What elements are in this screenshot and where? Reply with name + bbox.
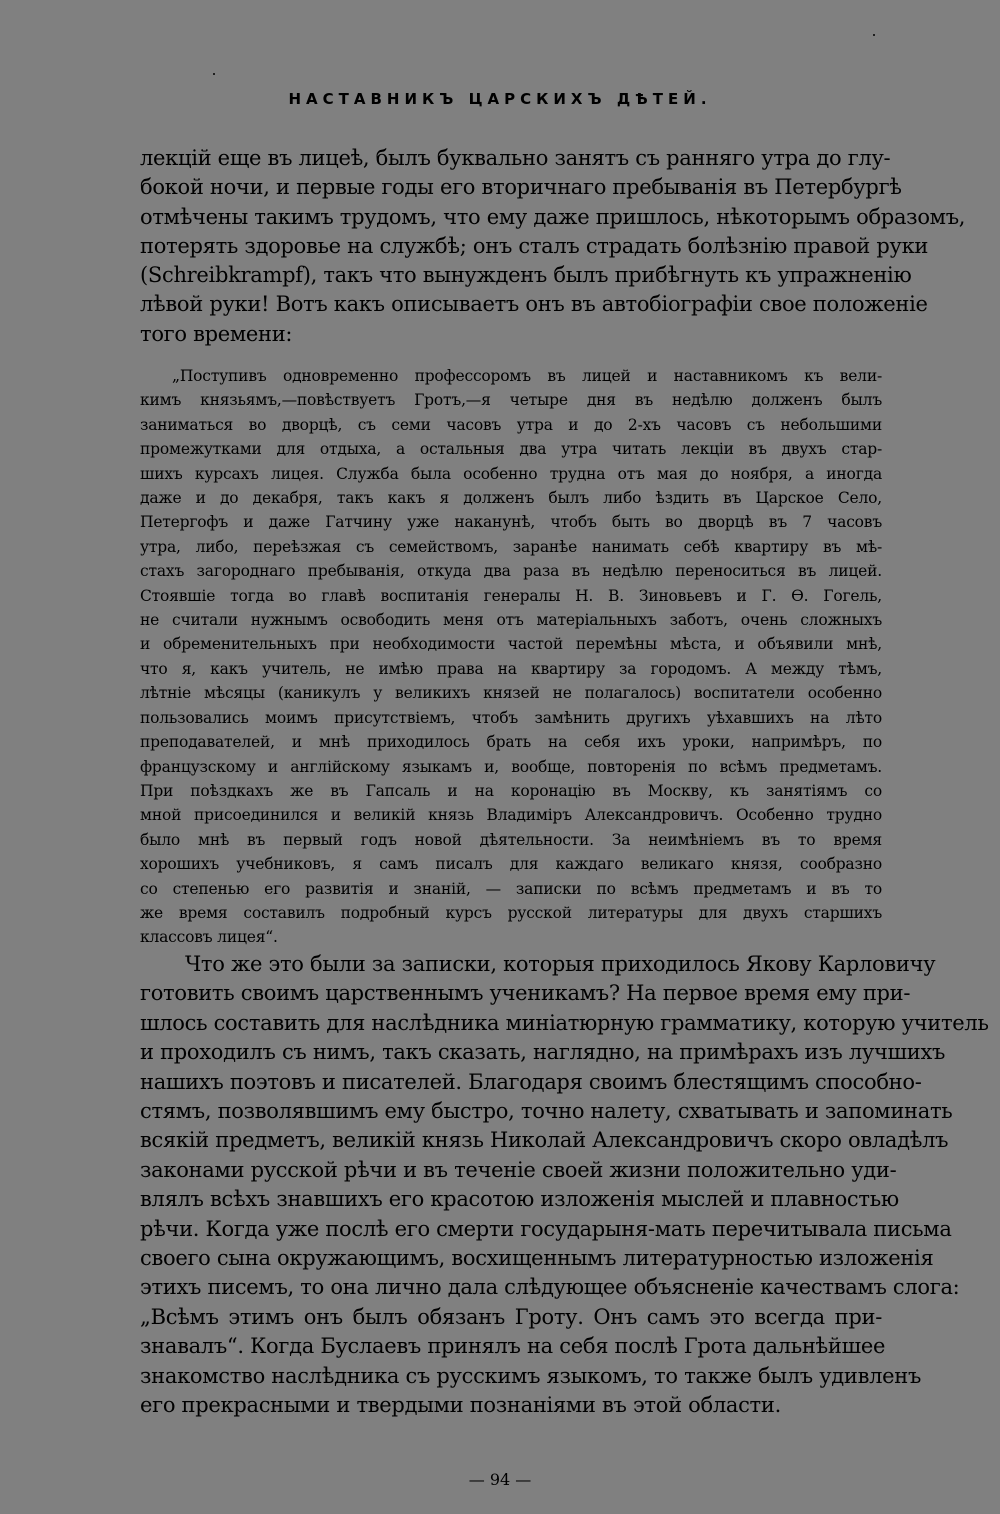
quote-line: заниматься во дворцѣ, съ семи часовъ утра и до 2-хъ часовъ съ небольшими [140,415,882,434]
quote-line: промежутками для отдыха, а остальныя два утра читать лекціи въ двухъ стар- [140,440,882,459]
paragraph-line: влялъ всѣхъ знавшихъ его красотою изложенія мыслей и плавностью [140,1187,899,1212]
quote-line: классовъ лицея“. [140,928,278,947]
paragraph-line: законами русской рѣчи и въ теченіе своей жизни положительно уди- [140,1157,897,1182]
quote-line: „Поступивъ одновременно профессоромъ въ лицей и наставникомъ къ вели- [172,367,882,385]
quote-line: При поѣздкахъ же въ Гапсаль и на коронацію въ Москву, къ занятіямъ со [140,781,882,800]
paragraph-line: своего сына окружающимъ, восхищеннымъ литературностью изложенія [140,1246,934,1271]
quote-line: кимъ князьямъ,—повѣствуетъ Гротъ,—я четыре дня въ недѣлю долженъ былъ [140,391,882,410]
paragraph-2 [140,950,989,1421]
quote-line: преподавателей, и мнѣ приходилось брать на себя ихъ уроки, напримѣръ, по [140,733,882,752]
paragraph-line: лѣвой руки! Вотъ какъ описываетъ онъ въ автобіографіи свое положеніе [140,292,928,317]
paragraph-line: потерять здоровье на службѣ; онъ сталъ страдать болѣзнію правой руки [140,233,929,258]
paragraph-line: знакомство наслѣдника съ русскимъ языкомъ, то также былъ удивленъ [140,1363,922,1388]
paragraph-line: того времени: [140,321,293,346]
paragraph-line: всякій предметъ, великій князь Николай Александровичъ скоро овладѣлъ [140,1128,949,1153]
paragraph-line: стямъ, позволявшимъ ему быстро, точно налету, схватывать и запоминать [140,1099,953,1124]
print-speck [873,34,875,36]
quote-line: не считали нужнымъ освободить меня отъ матеріальныхъ заботъ, очень сложныхъ [140,611,882,630]
quote-line: пользовались моимъ присутствіемъ, чтобъ замѣнить другихъ уѣхавшихъ на лѣто [140,708,882,727]
paragraph-line: этихъ писемъ, то она лично дала слѣдующее объясненіе качествамъ слога: [140,1275,960,1300]
quote-line: было мнѣ въ первый годъ новой дѣятельности. За неимѣніемъ въ то время [140,830,882,849]
quote-line: французскому и англійскому языкамъ и, вообще, повторенія по всѣмъ предметамъ. [140,757,882,776]
paragraph-line: Что же это были за записки, которыя приходилось Якову Карловичу [185,952,936,976]
quote-line: со степенью его развитія и знаній, — записки по всѣмъ предметамъ и въ то [140,879,882,898]
quote-line: хорошихъ учебниковъ, я самъ писалъ для каждаго великаго князя, сообразно [140,855,882,874]
page-number: — 94 — [468,1470,532,1489]
quote-line: шихъ курсахъ лицея. Служба была особенно трудна отъ мая до ноября, а иногда [140,464,882,483]
quote-line: мной присоединился и великій князь Владиміръ Александровичъ. Особенно трудно [140,806,882,825]
paragraph-line: „Всѣмъ этимъ онъ былъ обязанъ Гроту. Онъ самъ это всегда при- [140,1304,882,1329]
paragraph-line: шлось составить для наслѣдника миніатюрную грамматику, которую учитель [140,1010,989,1035]
quote-line: Стоявшіе тогда во главѣ воспитанія генералы Н. В. Зиновьевъ и Г. Ѳ. Гогель, [140,586,882,605]
quote-line: стахъ загороднаго пребыванія, откуда два раза въ недѣлю переноситься въ лицей. [140,562,882,581]
paragraph-line: и проходилъ съ нимъ, такъ сказать, наглядно, на примѣрахъ изъ лучшихъ [140,1040,946,1065]
paragraph-line: (Schreibkrampf), такъ что вынужденъ былъ прибѣгнуть къ упражненію [140,263,912,288]
quote-line: даже и до декабря, такъ какъ я долженъ былъ либо ѣздить въ Царское Село, [140,489,882,508]
print-speck [213,73,215,75]
quote-line: утра, либо, переѣзжая съ семействомъ, заранѣе нанимать себѣ квартиру въ мѣ- [140,537,882,556]
quote-line: и обременительныхъ при необходимости частой перемѣны мѣста, и объявили мнѣ, [140,635,882,654]
paragraph-line: отмѣчены такимъ трудомъ, что ему даже пришлось, нѣкоторымъ образомъ, [140,204,966,229]
paragraph-line: готовить своимъ царственнымъ ученикамъ? На первое время ему при- [140,981,911,1006]
paragraph-line: бокой ночи, и первые годы его вторичнаго пребыванія въ Петербургѣ [140,175,902,200]
quote-block [140,364,882,950]
paragraph-line: его прекрасными и твердыми познаніями въ этой области. [140,1393,781,1418]
paragraph-line: лекцій еще въ лицеѣ, былъ буквально занятъ съ ранняго утра до глу- [140,146,891,170]
paragraph-line: нашихъ поэтовъ и писателей. Благодаря своимъ блестящимъ способно- [140,1069,922,1094]
quote-line: Петергофъ и даже Гатчину уже наканунѣ, чтобъ быть во дворцѣ въ 7 часовъ [140,513,882,532]
quote-line: что я, какъ учитель, не имѣю права на квартиру за городомъ. А между тѣмъ, [140,659,882,678]
paragraph-line: знавалъ“. Когда Буслаевъ принялъ на себя послѣ Грота дальнѣйшее [140,1334,886,1359]
paragraph-line: рѣчи. Когда уже послѣ его смерти государыня-мать перечитывала письма [140,1216,952,1241]
paragraph-1 [140,144,966,349]
quote-line: же время составилъ подробный курсъ русской литературы для двухъ старшихъ [140,903,882,922]
running-header: НАСТАВНИКЪ ЦАРСКИХЪ ДѢТЕЙ. [288,90,712,108]
quote-line: лѣтніе мѣсяцы (каникулъ у великихъ князей не полагалось) воспитатели особенно [140,684,882,703]
